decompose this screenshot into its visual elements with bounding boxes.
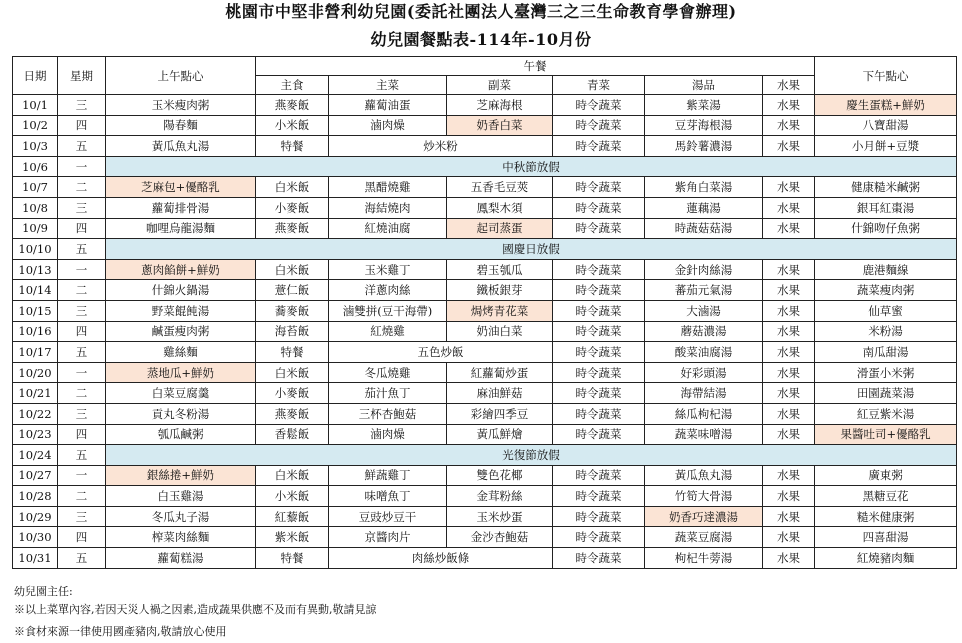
main-dish-cell: 茄汁魚丁 [329, 383, 447, 404]
morning-snack-cell: 冬瓜丸子湯 [106, 506, 256, 527]
weekday-cell: 一 [58, 259, 106, 280]
staple-cell: 燕麥飯 [256, 403, 329, 424]
menu-row [13, 115, 957, 136]
staple-cell: 紅藜飯 [256, 506, 329, 527]
date-cell: 10/3 [13, 136, 58, 157]
side-dish-cell: 鳳梨木須 [447, 197, 553, 218]
afternoon-snack-cell: 銀耳紅棗湯 [815, 197, 957, 218]
date-cell: 10/21 [13, 383, 58, 404]
soup-cell: 海帶結湯 [645, 383, 763, 404]
menu-row [13, 383, 957, 404]
date-cell: 10/20 [13, 362, 58, 383]
morning-snack-cell: 芝麻包+優酪乳 [106, 177, 256, 198]
afternoon-snack-cell: 什錦吻仔魚粥 [815, 218, 957, 239]
morning-snack-cell: 榨菜肉絲麵 [106, 527, 256, 548]
weekday-cell: 二 [58, 177, 106, 198]
date-cell: 10/28 [13, 486, 58, 507]
soup-cell: 紫菜湯 [645, 95, 763, 116]
date-cell: 10/30 [13, 527, 58, 548]
morning-snack-cell: 瓠瓜鹹粥 [106, 424, 256, 445]
weekday-cell: 三 [58, 300, 106, 321]
afternoon-snack-cell: 果醬吐司+優酪乳 [815, 424, 957, 445]
fruit-cell: 水果 [763, 486, 815, 507]
weekday-cell: 二 [58, 280, 106, 301]
soup-cell: 蕃茄元氣湯 [645, 280, 763, 301]
header-lunch: 午餐 [256, 57, 815, 76]
staple-cell: 白米飯 [256, 362, 329, 383]
footer-note-substitution: ※以上菜單內容,若因天災人禍之因素,造成蔬果供應不及而有異動,敬請見諒 [14, 603, 377, 616]
menu-row [13, 136, 957, 157]
fruit-cell: 水果 [763, 465, 815, 486]
fruit-cell: 水果 [763, 321, 815, 342]
afternoon-snack-cell: 蔬菜瘦肉粥 [815, 280, 957, 301]
weekday-cell: 三 [58, 403, 106, 424]
fruit-cell: 水果 [763, 424, 815, 445]
fruit-cell: 水果 [763, 259, 815, 280]
morning-snack-cell: 銀絲捲+鮮奶 [106, 465, 256, 486]
vegetable-cell: 時令蔬菜 [553, 218, 645, 239]
header-morning-snack: 上午點心 [106, 57, 256, 95]
date-cell: 10/10 [13, 239, 58, 260]
holiday-banner: 國慶日放假 [106, 239, 957, 260]
vegetable-cell: 時令蔬菜 [553, 197, 645, 218]
staple-cell: 白米飯 [256, 259, 329, 280]
side-dish-cell: 鐵板銀芽 [447, 280, 553, 301]
morning-snack-cell: 蒸地瓜+鮮奶 [106, 362, 256, 383]
soup-cell: 蓮藕湯 [645, 197, 763, 218]
fruit-cell: 水果 [763, 280, 815, 301]
main-dish-cell: 黑醋燒雞 [329, 177, 447, 198]
date-cell: 10/9 [13, 218, 58, 239]
holiday-banner: 光復節放假 [106, 445, 957, 466]
fruit-cell: 水果 [763, 403, 815, 424]
weekday-cell: 五 [58, 239, 106, 260]
afternoon-snack-cell: 米粉湯 [815, 321, 957, 342]
main-dish-cell: 京醬肉片 [329, 527, 447, 548]
vegetable-cell: 時令蔬菜 [553, 136, 645, 157]
vegetable-cell: 時令蔬菜 [553, 115, 645, 136]
staple-cell: 燕麥飯 [256, 95, 329, 116]
staple-cell: 蕎麥飯 [256, 300, 329, 321]
staple-cell: 白米飯 [256, 177, 329, 198]
afternoon-snack-cell: 鹿港麵線 [815, 259, 957, 280]
afternoon-snack-cell: 南瓜甜湯 [815, 342, 957, 363]
afternoon-snack-cell: 健康糙米鹹粥 [815, 177, 957, 198]
vegetable-cell: 時令蔬菜 [553, 259, 645, 280]
header-side-dish: 副菜 [447, 76, 553, 95]
soup-cell: 奶香巧達濃湯 [645, 506, 763, 527]
weekday-cell: 五 [58, 342, 106, 363]
weekday-cell: 四 [58, 321, 106, 342]
staple-cell: 特餐 [256, 342, 329, 363]
staple-cell: 小麥飯 [256, 383, 329, 404]
main-dish-cell: 冬瓜燒雞 [329, 362, 447, 383]
menu-row [13, 280, 957, 301]
fruit-cell: 水果 [763, 548, 815, 569]
weekday-cell: 三 [58, 95, 106, 116]
side-dish-cell: 黃瓜鮮燴 [447, 424, 553, 445]
vegetable-cell: 時令蔬菜 [553, 300, 645, 321]
fruit-cell: 水果 [763, 177, 815, 198]
afternoon-snack-cell: 廣東粥 [815, 465, 957, 486]
menu-row [13, 342, 957, 363]
morning-snack-cell: 鹹蛋瘦肉粥 [106, 321, 256, 342]
side-dish-cell: 玉米炒蛋 [447, 506, 553, 527]
afternoon-snack-cell: 紅豆紫米湯 [815, 403, 957, 424]
vegetable-cell: 時令蔬菜 [553, 342, 645, 363]
side-dish-cell: 紅蘿蔔炒蛋 [447, 362, 553, 383]
morning-snack-cell: 野菜餛飩湯 [106, 300, 256, 321]
header-afternoon-snack: 下午點心 [815, 57, 957, 95]
holiday-banner: 中秋節放假 [106, 156, 957, 177]
weekday-cell: 四 [58, 115, 106, 136]
main-dish-cell: 紅燒油腐 [329, 218, 447, 239]
date-cell: 10/7 [13, 177, 58, 198]
soup-cell: 蔬菜味噌湯 [645, 424, 763, 445]
fruit-cell: 水果 [763, 527, 815, 548]
weekday-cell: 三 [58, 197, 106, 218]
menu-row [13, 259, 957, 280]
header-date: 日期 [13, 57, 58, 95]
side-dish-cell: 金茸粉絲 [447, 486, 553, 507]
morning-snack-cell: 蔥肉餡餅+鮮奶 [106, 259, 256, 280]
menu-row [13, 321, 957, 342]
date-cell: 10/13 [13, 259, 58, 280]
staple-cell: 紫米飯 [256, 527, 329, 548]
weekday-cell: 四 [58, 527, 106, 548]
special-dish-cell: 炒米粉 [329, 136, 553, 157]
main-dish-cell: 味噌魚丁 [329, 486, 447, 507]
holiday-row [13, 239, 957, 260]
vegetable-cell: 時令蔬菜 [553, 486, 645, 507]
main-dish-cell: 玉米雞丁 [329, 259, 447, 280]
main-dish-cell: 豆豉炒豆干 [329, 506, 447, 527]
afternoon-snack-cell: 糙米健康粥 [815, 506, 957, 527]
fruit-cell: 水果 [763, 506, 815, 527]
fruit-cell: 水果 [763, 197, 815, 218]
date-cell: 10/1 [13, 95, 58, 116]
staple-cell: 白米飯 [256, 465, 329, 486]
date-cell: 10/24 [13, 445, 58, 466]
staple-cell: 海苔飯 [256, 321, 329, 342]
fruit-cell: 水果 [763, 95, 815, 116]
afternoon-snack-cell: 八寶甜湯 [815, 115, 957, 136]
header-soup: 湯品 [645, 76, 763, 95]
weekday-cell: 五 [58, 136, 106, 157]
menu-row [13, 95, 957, 116]
side-dish-cell: 芝麻海根 [447, 95, 553, 116]
vegetable-cell: 時令蔬菜 [553, 95, 645, 116]
afternoon-snack-cell: 仙草蜜 [815, 300, 957, 321]
page-subtitle: 幼兒園餐點表-114年-10月份 [370, 30, 592, 49]
main-dish-cell: 滷肉燥 [329, 115, 447, 136]
soup-cell: 竹筍大骨湯 [645, 486, 763, 507]
morning-snack-cell: 咖哩烏龍湯麵 [106, 218, 256, 239]
menu-row [13, 465, 957, 486]
staple-cell: 特餐 [256, 548, 329, 569]
date-cell: 10/14 [13, 280, 58, 301]
header-main-dish: 主菜 [329, 76, 447, 95]
fruit-cell: 水果 [763, 218, 815, 239]
weekday-cell: 四 [58, 218, 106, 239]
soup-cell: 酸菜油腐湯 [645, 342, 763, 363]
header-vegetable: 青菜 [553, 76, 645, 95]
fruit-cell: 水果 [763, 300, 815, 321]
menu-row [13, 527, 957, 548]
holiday-row [13, 156, 957, 177]
afternoon-snack-cell: 黑糖豆花 [815, 486, 957, 507]
main-dish-cell: 蘿蔔油蛋 [329, 95, 447, 116]
main-dish-cell: 滷雙拼(豆干海帶) [329, 300, 447, 321]
weekday-cell: 四 [58, 424, 106, 445]
date-cell: 10/17 [13, 342, 58, 363]
header-staple: 主食 [256, 76, 329, 95]
fruit-cell: 水果 [763, 383, 815, 404]
weekday-cell: 二 [58, 486, 106, 507]
vegetable-cell: 時令蔬菜 [553, 424, 645, 445]
date-cell: 10/2 [13, 115, 58, 136]
menu-row [13, 548, 957, 569]
date-cell: 10/16 [13, 321, 58, 342]
vegetable-cell: 時令蔬菜 [553, 527, 645, 548]
staple-cell: 香鬆飯 [256, 424, 329, 445]
page-title: 桃園市中堅非營利幼兒園(委託社團法人臺灣三之三生命教育學會辦理) [225, 2, 737, 21]
menu-row [13, 218, 957, 239]
staple-cell: 特餐 [256, 136, 329, 157]
vegetable-cell: 時令蔬菜 [553, 383, 645, 404]
soup-cell: 蘑菇濃湯 [645, 321, 763, 342]
date-cell: 10/6 [13, 156, 58, 177]
staple-cell: 薏仁飯 [256, 280, 329, 301]
vegetable-cell: 時令蔬菜 [553, 548, 645, 569]
side-dish-cell: 起司蒸蛋 [447, 218, 553, 239]
fruit-cell: 水果 [763, 362, 815, 383]
main-dish-cell: 洋蔥肉絲 [329, 280, 447, 301]
weekday-cell: 五 [58, 548, 106, 569]
special-dish-cell: 五色炒飯 [329, 342, 553, 363]
weekday-cell: 一 [58, 362, 106, 383]
morning-snack-cell: 黃瓜魚丸湯 [106, 136, 256, 157]
side-dish-cell: 奶油白菜 [447, 321, 553, 342]
vegetable-cell: 時令蔬菜 [553, 280, 645, 301]
staple-cell: 小麥飯 [256, 197, 329, 218]
menu-table-body [13, 95, 957, 569]
morning-snack-cell: 什錦火鍋湯 [106, 280, 256, 301]
soup-cell: 時蔬菇菇湯 [645, 218, 763, 239]
afternoon-snack-cell: 四喜甜湯 [815, 527, 957, 548]
vegetable-cell: 時令蔬菜 [553, 465, 645, 486]
fruit-cell: 水果 [763, 342, 815, 363]
soup-cell: 枸杞牛蒡湯 [645, 548, 763, 569]
afternoon-snack-cell: 小月餅+豆漿 [815, 136, 957, 157]
holiday-row [13, 445, 957, 466]
fruit-cell: 水果 [763, 115, 815, 136]
main-dish-cell: 紅燒雞 [329, 321, 447, 342]
date-cell: 10/22 [13, 403, 58, 424]
main-dish-cell: 三杯杏鮑菇 [329, 403, 447, 424]
menu-row [13, 177, 957, 198]
side-dish-cell: 麻油鮮菇 [447, 383, 553, 404]
weekday-cell: 一 [58, 465, 106, 486]
staple-cell: 燕麥飯 [256, 218, 329, 239]
vegetable-cell: 時令蔬菜 [553, 177, 645, 198]
side-dish-cell: 五香毛豆莢 [447, 177, 553, 198]
weekday-cell: 一 [58, 156, 106, 177]
soup-cell: 馬鈴薯濃湯 [645, 136, 763, 157]
side-dish-cell: 金沙杏鮑菇 [447, 527, 553, 548]
weekday-cell: 三 [58, 506, 106, 527]
soup-cell: 黃瓜魚丸湯 [645, 465, 763, 486]
header-weekday: 星期 [58, 57, 106, 95]
soup-cell: 蔬菜豆腐湯 [645, 527, 763, 548]
date-cell: 10/29 [13, 506, 58, 527]
vegetable-cell: 時令蔬菜 [553, 362, 645, 383]
morning-snack-cell: 白玉雞湯 [106, 486, 256, 507]
date-cell: 10/23 [13, 424, 58, 445]
morning-snack-cell: 玉米瘦肉粥 [106, 95, 256, 116]
menu-row [13, 486, 957, 507]
director-signature-label: 幼兒園主任: [14, 585, 73, 598]
morning-snack-cell: 雞絲麵 [106, 342, 256, 363]
main-dish-cell: 鮮蔬雞丁 [329, 465, 447, 486]
date-cell: 10/15 [13, 300, 58, 321]
menu-row [13, 506, 957, 527]
menu-row [13, 300, 957, 321]
main-dish-cell: 海結燒肉 [329, 197, 447, 218]
date-cell: 10/27 [13, 465, 58, 486]
afternoon-snack-cell: 田園蔬菜湯 [815, 383, 957, 404]
weekday-cell: 二 [58, 383, 106, 404]
date-cell: 10/31 [13, 548, 58, 569]
afternoon-snack-cell: 滑蛋小米粥 [815, 362, 957, 383]
vegetable-cell: 時令蔬菜 [553, 506, 645, 527]
vegetable-cell: 時令蔬菜 [553, 403, 645, 424]
afternoon-snack-cell: 慶生蛋糕+鮮奶 [815, 95, 957, 116]
morning-snack-cell: 白菜豆腐羹 [106, 383, 256, 404]
morning-snack-cell: 陽春麵 [106, 115, 256, 136]
soup-cell: 金針肉絲湯 [645, 259, 763, 280]
soup-cell: 好彩頭湯 [645, 362, 763, 383]
menu-row [13, 197, 957, 218]
morning-snack-cell: 貢丸冬粉湯 [106, 403, 256, 424]
fruit-cell: 水果 [763, 136, 815, 157]
side-dish-cell: 碧玉瓠瓜 [447, 259, 553, 280]
staple-cell: 小米飯 [256, 486, 329, 507]
side-dish-cell: 奶香白菜 [447, 115, 553, 136]
morning-snack-cell: 蘿蔔排骨湯 [106, 197, 256, 218]
menu-row [13, 424, 957, 445]
special-dish-cell: 肉絲炒飯條 [329, 548, 553, 569]
footer-note-pork-source: ※食材來源一律使用國產豬肉,敬請放心使用 [14, 625, 227, 638]
vegetable-cell: 時令蔬菜 [553, 321, 645, 342]
afternoon-snack-cell: 紅燒豬肉麵 [815, 548, 957, 569]
menu-row [13, 403, 957, 424]
main-dish-cell: 滷肉燥 [329, 424, 447, 445]
menu-row [13, 362, 957, 383]
side-dish-cell: 焗烤青花菜 [447, 300, 553, 321]
soup-cell: 豆芽海根湯 [645, 115, 763, 136]
weekday-cell: 五 [58, 445, 106, 466]
side-dish-cell: 雙色花椰 [447, 465, 553, 486]
soup-cell: 絲瓜枸杞湯 [645, 403, 763, 424]
menu-table [12, 56, 957, 569]
side-dish-cell: 彩繪四季豆 [447, 403, 553, 424]
soup-cell: 大滷湯 [645, 300, 763, 321]
soup-cell: 紫角白菜湯 [645, 177, 763, 198]
staple-cell: 小米飯 [256, 115, 329, 136]
morning-snack-cell: 蘿蔔糕湯 [106, 548, 256, 569]
date-cell: 10/8 [13, 197, 58, 218]
header-fruit: 水果 [763, 76, 815, 95]
